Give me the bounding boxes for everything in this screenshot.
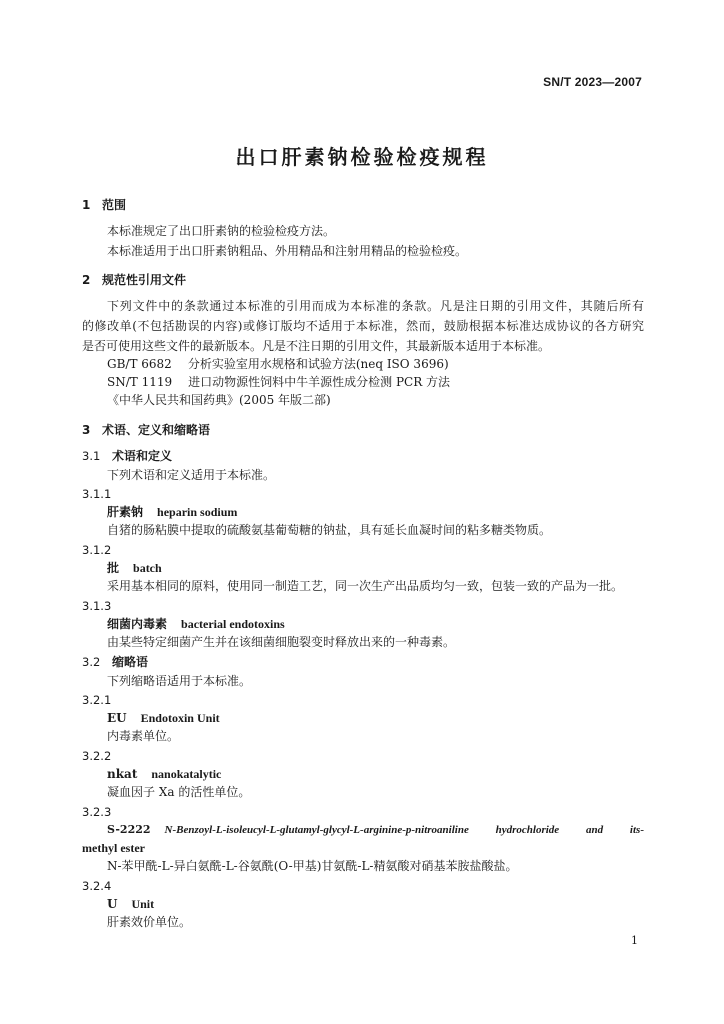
- term-zh: 细菌内毒素: [107, 617, 168, 631]
- reference-item: [107, 373, 644, 391]
- abbreviation-definition: 肝素效价单位。: [107, 915, 192, 929]
- subsection-title: 术语和定义: [112, 449, 173, 463]
- section-title: 术语、定义和缩略语: [102, 423, 211, 437]
- section-2-heading: [82, 271, 644, 289]
- reference-code: GB/T 6682: [107, 357, 172, 371]
- reference-item: [107, 391, 644, 409]
- abbreviation: nkat: [107, 767, 138, 781]
- term-en: bacterial endotoxins: [181, 617, 285, 631]
- paragraph: 下列缩略语适用于本标准。: [107, 674, 252, 688]
- page-number: 1: [631, 934, 638, 947]
- section-1-heading: [82, 196, 644, 214]
- abbreviation-entry: [107, 709, 644, 727]
- subsection-3-1-heading: [82, 447, 644, 465]
- clause-number: 3.1.2: [82, 543, 112, 557]
- term-en: heparin sodium: [157, 505, 238, 519]
- abbreviation-definition: 内毒素单位。: [107, 729, 180, 743]
- reference-title: 分析实验室用水规格和试验方法(neq ISO 3696): [187, 357, 449, 371]
- abbreviation-definition: N-苯甲酰-L-异白氨酰-L-谷氨酰(O-甲基)甘氨酰-L-精氨酸对硝基苯胺盐酸盐。: [107, 859, 518, 873]
- clause-number: 3.2.1: [82, 693, 112, 707]
- subsection-3-2-heading: [82, 653, 644, 671]
- term-entry: [107, 559, 644, 577]
- paragraph-line: 下列文件中的条款通过本标准的引用而成为本标准的条款。凡是注日期的引用文件，其随后所有: [107, 299, 644, 313]
- abbreviation-definition: 凝血因子 Xa 的活性单位。: [107, 785, 251, 799]
- reference-title: 进口动物源性饲料中牛羊源性成分检测 PCR 方法: [188, 375, 451, 389]
- abbreviation: EU: [107, 711, 127, 725]
- section-3-heading: [82, 421, 644, 439]
- abbreviation: U: [107, 897, 118, 911]
- clause-number: 3.1.3: [82, 599, 112, 613]
- clause-number: 3.2.2: [82, 749, 112, 763]
- clause-number: 3.2.4: [82, 879, 112, 893]
- clause-number: 3.2.3: [82, 805, 112, 819]
- section-title: 规范性引用文件: [102, 273, 187, 287]
- term-zh: 批: [107, 561, 120, 575]
- abbreviation-entry: [107, 821, 644, 839]
- abbreviation-expansion: Unit: [131, 897, 155, 911]
- section-title: 范围: [102, 198, 127, 212]
- paragraph-line: 是否可使用这些文件的最新版本。凡是不注日期的引用文件，其最新版本适用于本标准。: [82, 339, 551, 353]
- term-definition: 自猪的肠粘膜中提取的硫酸氨基葡萄糖的钠盐，具有延长血凝时间的粘多糖类物质。: [107, 523, 552, 537]
- abbreviation-entry: [107, 765, 644, 783]
- term-definition: 由某些特定细菌产生并在该细菌细胞裂变时释放出来的一种毒素。: [107, 635, 456, 649]
- paragraph: 下列术语和定义适用于本标准。: [107, 468, 276, 482]
- clause-number: 3.1.1: [82, 487, 112, 501]
- term-entry: [107, 615, 644, 633]
- standard-number: SN/T 2023—2007: [543, 75, 642, 89]
- document-title: 出口肝素钠检验检疫规程: [235, 145, 489, 169]
- abbreviation-expansion: nanokatalytic: [151, 767, 222, 781]
- abbreviation-entry: [107, 895, 644, 913]
- subsection-number: 3.2: [82, 655, 101, 669]
- term-zh: 肝素钠: [107, 505, 144, 519]
- reference-item: [107, 355, 644, 373]
- abbreviation-expansion-cont: methyl ester: [82, 841, 145, 855]
- paragraph-line: 的修改单(不包括勘误的内容)或修订版均不适用于本标准，然而，鼓励根据本标准达成协议的各方研究: [82, 319, 644, 333]
- section-number: 3: [82, 423, 91, 437]
- abbreviation-expansion: N-Benzoyl-L-isoleucyl-L-glutamyl-glycyl-L-arginine-p-nitroaniline hydrochloride and its-: [164, 824, 644, 836]
- abbreviation: S-2222: [107, 823, 151, 836]
- reference-code: SN/T 1119: [107, 375, 173, 389]
- paragraph: 本标准适用于出口肝素钠粗品、外用精品和注射用精品的检验检疫。: [107, 244, 468, 258]
- paragraph: 本标准规定了出口肝素钠的检验检疫方法。: [107, 224, 336, 238]
- abbreviation-expansion: Endotoxin Unit: [140, 711, 220, 725]
- subsection-title: 缩略语: [112, 655, 149, 669]
- reference-title: 《中华人民共和国药典》(2005 年版二部): [107, 393, 331, 407]
- term-en: batch: [133, 561, 162, 575]
- subsection-number: 3.1: [82, 449, 101, 463]
- term-definition: 采用基本相同的原料，使用同一制造工艺，同一次生产出品质均匀一致，包装一致的产品为一批。: [107, 579, 624, 593]
- section-number: 1: [82, 198, 91, 212]
- term-entry: [107, 503, 644, 521]
- section-number: 2: [82, 273, 91, 287]
